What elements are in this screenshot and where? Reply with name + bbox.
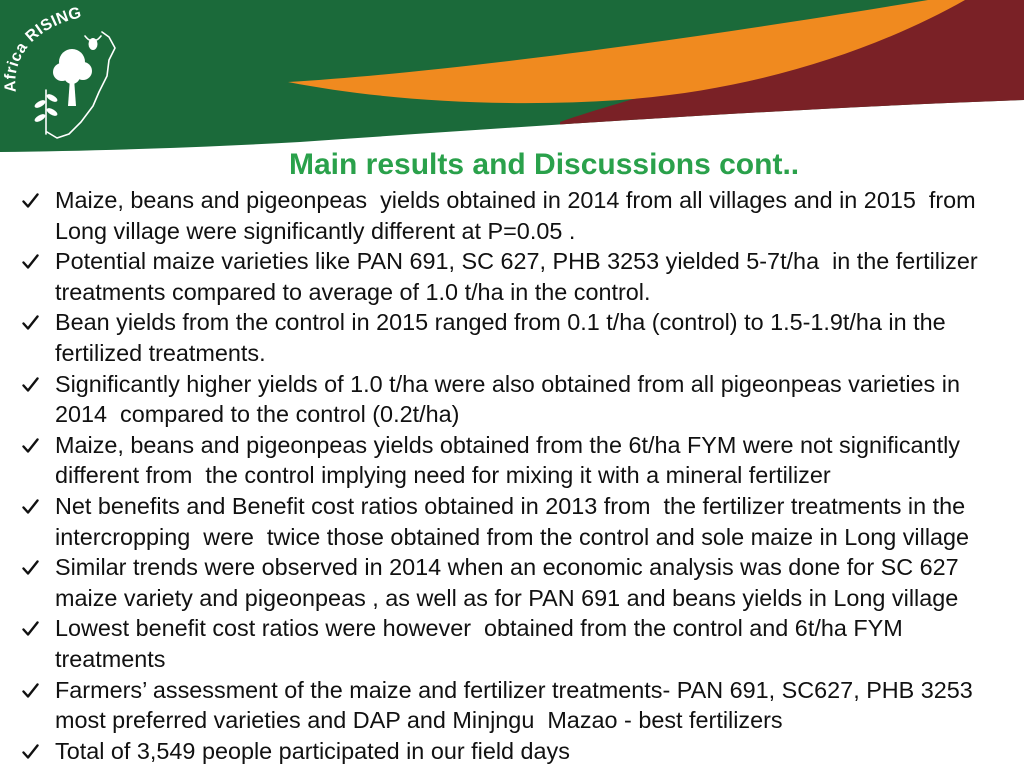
- check-icon: [22, 621, 39, 636]
- bullet-line: Similar trends were observed in 2014 when an economic analysis was done for SC 627: [55, 554, 959, 581]
- bullet-line: Farmers’ assessment of the maize and fertilizer treatments- PAN 691, SC627, PHB 3253: [55, 676, 973, 703]
- bullet-line: different from the control implying need for mixing it with a mineral fertilizer: [55, 462, 831, 489]
- bullet-line: Total of 3,549 people participated in our field days: [55, 737, 570, 764]
- bullet-item: [0, 185, 1024, 246]
- bullet-line: most preferred varieties and DAP and Minjngu Mazao - best fertilizers: [55, 707, 783, 734]
- bullet-item: [0, 307, 1024, 368]
- bullet-line: Lowest benefit cost ratios were however obtained from the control and 6t/ha FYM: [55, 615, 903, 642]
- bullet-line: maize variety and pigeonpeas , as well as for PAN 691 and beans yields in Long village: [55, 584, 959, 611]
- bullet-item: [0, 246, 1024, 307]
- bullet-line: Net benefits and Benefit cost ratios obtained in 2013 from the fertilizer treatments in the: [55, 492, 966, 519]
- bullet-line: 2014 compared to the control (0.2t/ha): [55, 401, 460, 428]
- check-icon: [22, 499, 39, 514]
- bullet-line: Maize, beans and pigeonpeas yields obtained in 2014 from all villages and in 2015 from: [55, 187, 976, 213]
- bullet-line: treatments: [55, 645, 166, 672]
- check-icon: [22, 254, 39, 269]
- bullet-line: treatments compared to average of 1.0 t/ha in the control.: [55, 278, 651, 305]
- check-icon: [22, 377, 39, 392]
- bullet-item: [0, 613, 1024, 674]
- bullet-list: [0, 185, 1024, 766]
- bullet-item: [0, 491, 1024, 552]
- check-icon: [22, 560, 39, 575]
- bullet-line: Significantly higher yields of 1.0 t/ha were also obtained from all pigeonpeas varieties in: [55, 370, 960, 397]
- check-icon: [22, 193, 39, 208]
- slide-title: Main results and Discussions cont..: [289, 148, 800, 181]
- bullet-line: Potential maize varieties like PAN 691, SC 627, PHB 3253 yielded 5-7t/ha in the fertilizer: [55, 248, 978, 275]
- check-icon: [22, 683, 39, 698]
- bullet-line: Long village were significantly different at P=0.05 .: [55, 217, 576, 244]
- bullet-item: [0, 369, 1024, 430]
- header-banner: [0, 0, 1024, 160]
- check-icon: [22, 438, 39, 453]
- bullet-line: intercropping were twice those obtained from the control and sole maize in Long village: [55, 523, 970, 550]
- bullet-line: Bean yields from the control in 2015 ranged from 0.1 t/ha (control) to 1.5-1.9t/ha in the: [55, 309, 946, 336]
- bullet-item: [0, 552, 1024, 613]
- bullet-item: [0, 675, 1024, 736]
- check-icon: [22, 315, 39, 330]
- bullet-item: [0, 736, 1024, 767]
- bullet-item: [0, 430, 1024, 491]
- bullet-line: fertilized treatments.: [55, 339, 266, 366]
- logo-wordmark-text: Africa RISING: [2, 4, 84, 93]
- bullet-line: Maize, beans and pigeonpeas yields obtained from the 6t/ha FYM were not significantly: [55, 431, 960, 458]
- check-icon: [22, 744, 39, 759]
